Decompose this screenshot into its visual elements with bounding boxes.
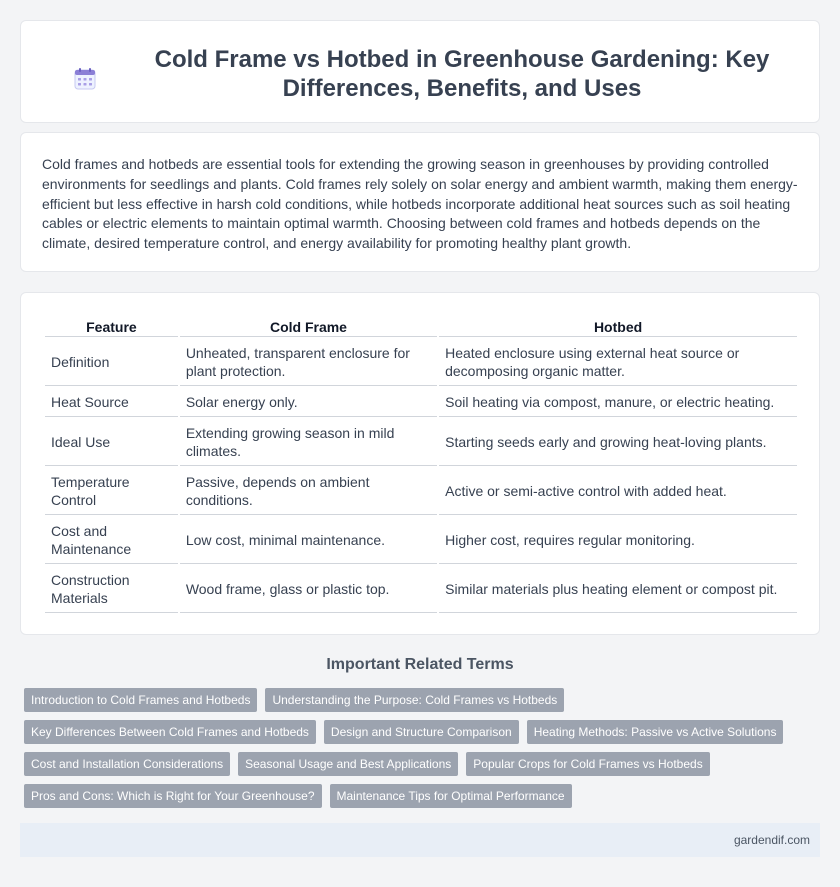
related-tag-link[interactable]: Key Differences Between Cold Frames and Hotbeds	[24, 720, 316, 744]
cold-frame-cell: Wood frame, glass or plastic top.	[180, 566, 437, 613]
feature-cell: Temperature Control	[45, 468, 178, 515]
hotbed-cell: Active or semi-active control with added heat.	[439, 468, 797, 515]
feature-cell: Ideal Use	[45, 419, 178, 466]
table-row	[45, 419, 797, 466]
related-tag-link[interactable]: Introduction to Cold Frames and Hotbeds	[24, 688, 257, 712]
related-tag-link[interactable]: Maintenance Tips for Optimal Performance	[330, 784, 572, 808]
header-feature: Feature	[45, 315, 178, 337]
table-header-row	[45, 315, 797, 337]
table-row	[45, 339, 797, 386]
related-tag-link[interactable]: Understanding the Purpose: Cold Frames vs Hotbeds	[265, 688, 564, 712]
related-tag-link[interactable]: Design and Structure Comparison	[324, 720, 519, 744]
related-terms-tags	[24, 688, 820, 816]
table-row	[45, 468, 797, 515]
intro-card	[20, 132, 820, 272]
hotbed-cell: Higher cost, requires regular monitoring.	[439, 517, 797, 564]
calendar-icon	[73, 67, 97, 91]
feature-cell: Cost and Maintenance	[45, 517, 178, 564]
hotbed-cell: Starting seeds early and growing heat-loving plants.	[439, 419, 797, 466]
related-tag-link[interactable]: Popular Crops for Cold Frames vs Hotbeds	[466, 752, 709, 776]
header-cold-frame: Cold Frame	[180, 315, 437, 337]
comparison-table	[43, 313, 799, 615]
related-tag-link[interactable]: Pros and Cons: Which is Right for Your Greenhouse?	[24, 784, 322, 808]
table-row	[45, 388, 797, 417]
related-tag-link[interactable]: Seasonal Usage and Best Applications	[238, 752, 458, 776]
comparison-table-card	[20, 292, 820, 635]
related-terms-title: Important Related Terms	[326, 656, 514, 673]
feature-cell: Definition	[45, 339, 178, 386]
cold-frame-cell: Unheated, transparent enclosure for plant protection.	[180, 339, 437, 386]
table-row	[45, 517, 797, 564]
header-hotbed: Hotbed	[439, 315, 797, 337]
page-title: Cold Frame vs Hotbed in Greenhouse Gardening: Key Differences, Benefits, and Uses	[154, 46, 770, 102]
hotbed-cell: Similar materials plus heating element or compost pit.	[439, 566, 797, 613]
cold-frame-cell: Passive, depends on ambient conditions.	[180, 468, 437, 515]
hotbed-cell: Heated enclosure using external heat source or decomposing organic matter.	[439, 339, 797, 386]
footer	[20, 823, 820, 857]
footer-site-link[interactable]: gardendif.com	[733, 833, 810, 847]
intro-paragraph: Cold frames and hotbeds are essential tools for extending the growing season in greenhouses by providing controlled environments for seedlings and plants. Cold frames rely solely on solar energy and ambient warmth, making them energy-efficient but less effective in harsh cold conditions, while hotbeds incorporate additional heat sources such as soil heating cables or electric elements to maintain optimal warmth. Choosing between cold frames and hotbeds depends on the climate, desired temperature control, and energy availability for promoting healthy plant growth.	[42, 156, 798, 252]
cold-frame-cell: Low cost, minimal maintenance.	[180, 517, 437, 564]
cold-frame-cell: Extending growing season in mild climates.	[180, 419, 437, 466]
title-card	[20, 20, 820, 123]
table-row	[45, 566, 797, 613]
feature-cell: Heat Source	[45, 388, 178, 417]
cold-frame-cell: Solar energy only.	[180, 388, 437, 417]
related-tag-link[interactable]: Cost and Installation Considerations	[24, 752, 230, 776]
feature-cell: Construction Materials	[45, 566, 178, 613]
hotbed-cell: Soil heating via compost, manure, or electric heating.	[439, 388, 797, 417]
related-tag-link[interactable]: Heating Methods: Passive vs Active Solutions	[527, 720, 784, 744]
